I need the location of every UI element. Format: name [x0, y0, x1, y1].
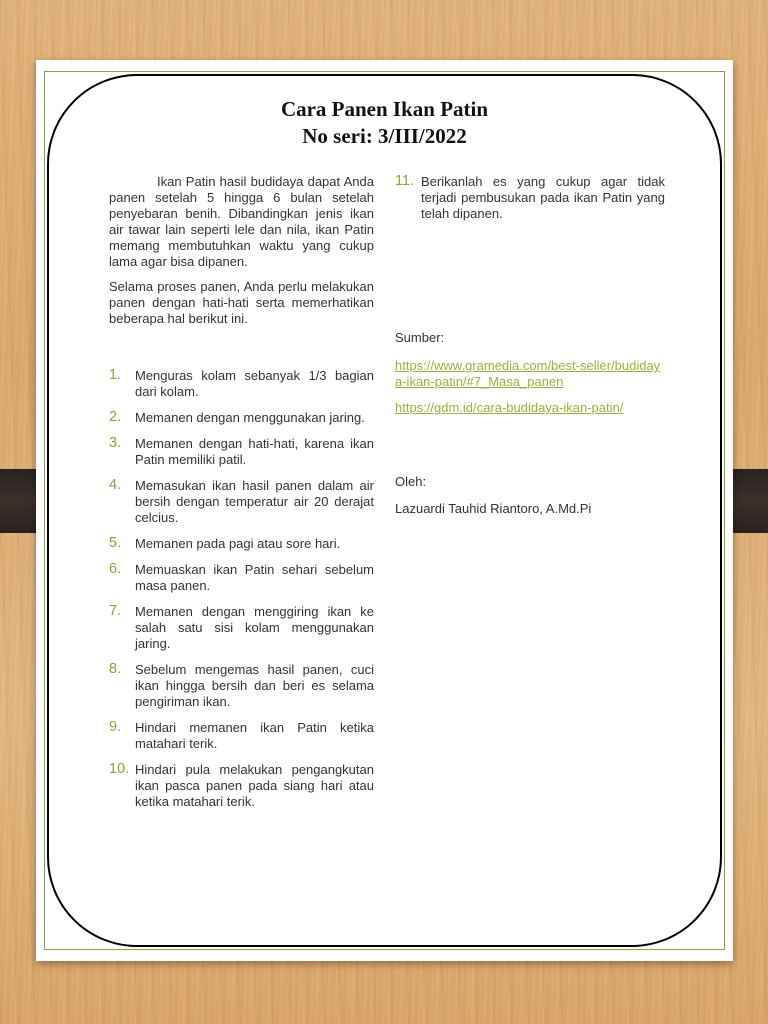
- list-text: Sebelum mengemas hasil panen, cuci ikan hingga bersih dan beri es selama pengiriman ikan.: [135, 662, 374, 709]
- list-number: 11.: [395, 173, 415, 189]
- intro-paragraph: Selama proses panen, Anda perlu melakukan panen dengan hati-hati serta memerhatikan beberapa hal berikut ini.: [109, 279, 374, 326]
- list-text: Menguras kolam sebanyak 1/3 bagian dari kolam.: [135, 368, 374, 399]
- list-item: [395, 174, 665, 222]
- list-number: 3.: [109, 435, 122, 451]
- source-link[interactable]: https://www.gramedia.com/best-seller/budidaya-ikan-patin/#7_Masa_panen: [395, 358, 661, 389]
- list-text: Memanen dengan menggunakan jaring.: [135, 410, 365, 425]
- source-link[interactable]: https://gdm.id/cara-budidaya-ikan-patin/: [395, 400, 624, 415]
- list-number: 4.: [109, 477, 122, 493]
- list-item: [109, 368, 374, 400]
- right-column: [395, 174, 665, 517]
- list-number: 9.: [109, 719, 122, 735]
- list-number: 10.: [109, 761, 130, 777]
- list-number: 6.: [109, 561, 122, 577]
- list-number: 5.: [109, 535, 122, 551]
- list-item: [109, 662, 374, 710]
- list-text: Memuaskan ikan Patin sehari sebelum masa panen.: [135, 562, 374, 593]
- steps-list-continued: [395, 174, 665, 222]
- list-item: [109, 720, 374, 752]
- list-item: [109, 562, 374, 594]
- list-text: Memanen dengan menggiring ikan ke salah satu sisi kolam menggunakan jaring.: [135, 604, 374, 651]
- list-item: [109, 436, 374, 468]
- paper-sheet: [36, 60, 733, 961]
- list-number: 7.: [109, 603, 122, 619]
- author-label: Oleh:: [395, 474, 427, 489]
- list-number: 8.: [109, 661, 122, 677]
- list-item: [109, 410, 374, 426]
- list-text: Hindari memanen ikan Patin ketika matahari terik.: [135, 720, 374, 751]
- document-title: Cara Panen Ikan Patin: [280, 97, 489, 121]
- list-number: 1.: [109, 367, 122, 383]
- document-serial: No seri: 3/III/2022: [302, 124, 467, 148]
- list-text: Memanen dengan hati-hati, karena ikan Patin memiliki patil.: [135, 436, 374, 467]
- list-text: Hindari pula melakukan pengangkutan ikan pasca panen pada siang hari atau ketika matahari terik.: [135, 762, 374, 809]
- list-item: [109, 762, 374, 810]
- left-column: [109, 174, 374, 820]
- list-item: [109, 604, 374, 652]
- list-item: [109, 536, 374, 552]
- list-item: [109, 478, 374, 526]
- list-number: 2.: [109, 409, 122, 425]
- sources-label: Sumber:: [395, 330, 445, 345]
- document-title-block: [36, 96, 733, 150]
- list-text: Berikanlah es yang cukup agar tidak terjadi pembusukan pada ikan Patin yang telah dipanen.: [421, 174, 665, 221]
- author-name: Lazuardi Tauhid Riantoro, A.Md.Pi: [395, 501, 592, 516]
- intro-paragraph: Ikan Patin hasil budidaya dapat Anda panen setelah 5 hingga 6 bulan setelah penyebaran benih. Dibandingkan jenis ikan air tawar lain seperti lele dan nila, ikan Patin memang membutuhkan waktu yang cukup lama agar bisa dipanen.: [109, 174, 374, 269]
- list-text: Memanen pada pagi atau sore hari.: [135, 536, 341, 551]
- list-text: Memasukan ikan hasil panen dalam air bersih dengan temperatur air 20 derajat celcius.: [135, 478, 374, 525]
- steps-list: [109, 368, 374, 810]
